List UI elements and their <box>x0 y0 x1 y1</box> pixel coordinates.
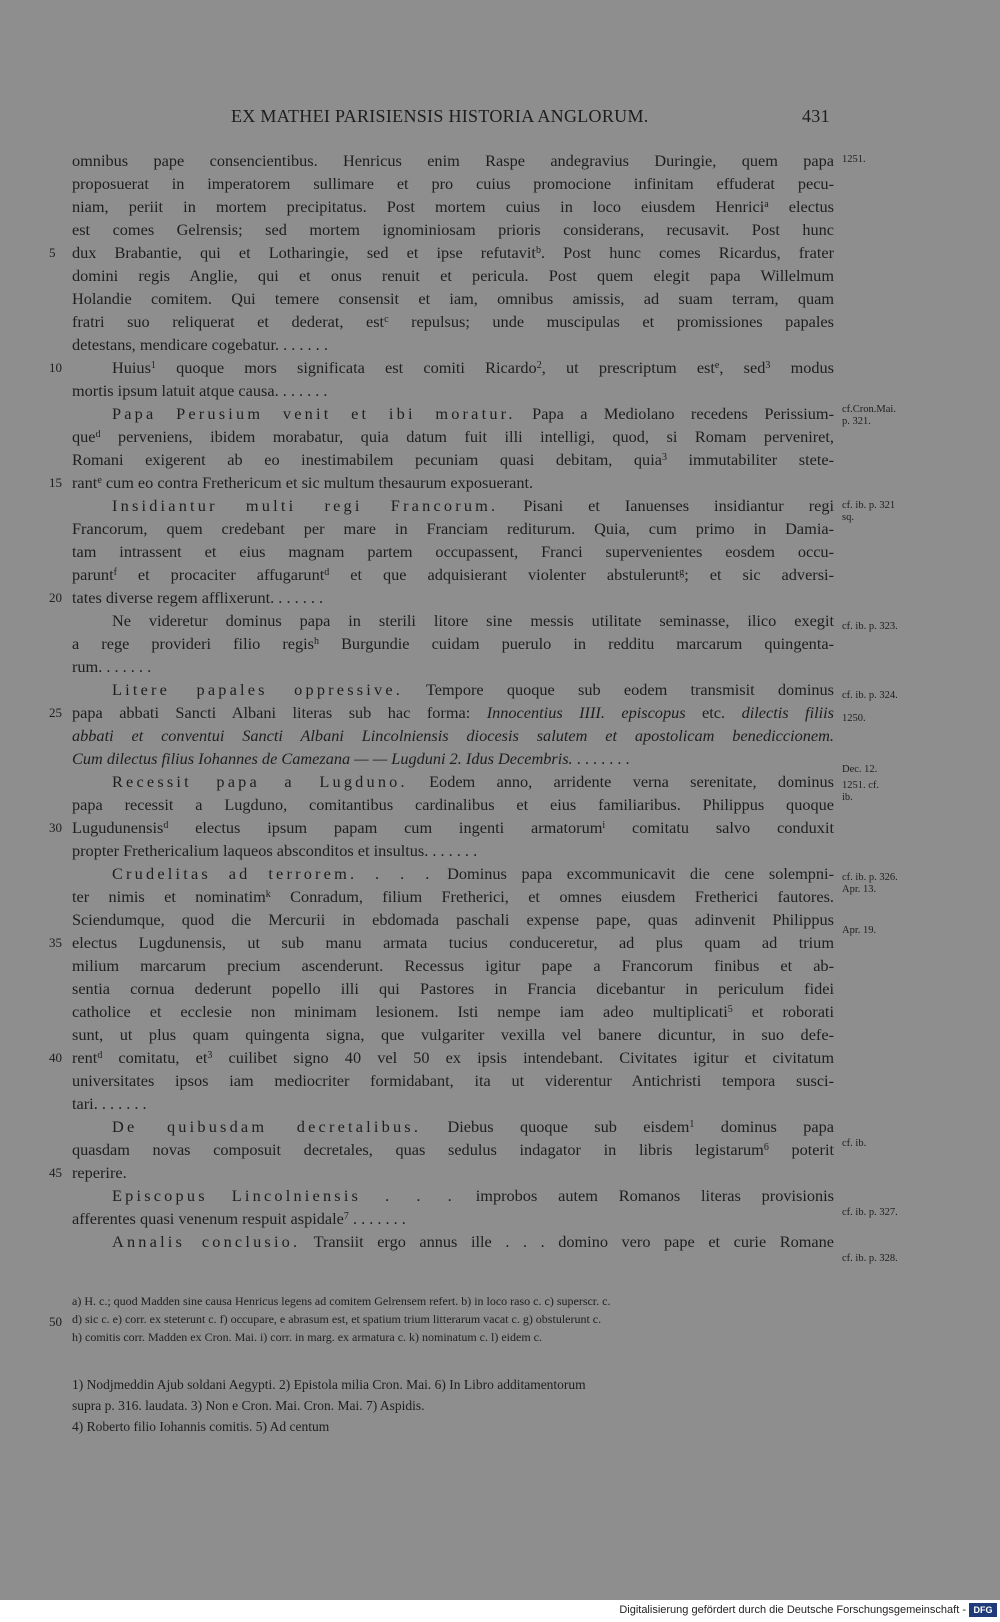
text-line: papa abbati Sancti Albani literas sub hac forma: Innocentius IIII. episcopus etc. dilectis filiis <box>72 703 834 722</box>
note-line: supra p. 316. laudata. 3) Non e Cron. Mai. Cron. Mai. 7) Aspidis. <box>72 1398 425 1413</box>
text-line: rant$^e$ cum eo contra Frethericum et sic multum thesaurum exposuerant. <box>72 473 534 492</box>
text-line: papa recessit a Lugduno, comitantibus cardinalibus et eius familiaribus. Philippus quoque <box>72 795 834 814</box>
text-line: milium marcarum precium ascenderunt. Recessus igitur pape a Francorum finibus et ab- <box>72 956 834 975</box>
line-number: 5 <box>49 245 56 260</box>
text-line: catholice et ecclesie non minimam lesionem. Isti nempe iam adeo multiplicati$^5$ et roborati <box>72 1002 834 1021</box>
text-line: tates diverse regem afflixerunt. . . . . . . <box>72 588 324 607</box>
margin-note: cf. ib. p. 323. <box>842 621 898 632</box>
text-line: que$^d$ perveniens, ibidem morabatur, quia datum fuit illi intelligi, quod, si Romam perveniret, <box>72 427 834 446</box>
running-header: EX MATHEI PARISIENSIS HISTORIA ANGLORUM. <box>231 106 649 126</box>
text-line: domini regis Anglie, qui et onus renuit et pericula. Post quem elegit papa Willelmum <box>72 266 834 285</box>
text-line: dux Brabantie, qui et Lotharingie, sed et ipse refutavit$^b$. Post hunc comes Ricardus, frater <box>72 243 834 262</box>
text-line: Papa Perusium venit et ibi moratur. Papa a Mediolano recedens Perissium- <box>112 404 834 423</box>
text-line: Sciendumque, quod die Mercurii in ebdomada paschali expense pape, quas adinvenit Philippus <box>72 910 834 929</box>
dfg-logo-icon: DFG <box>969 1603 997 1617</box>
text-line: Cum dilectus filius Iohannes de Camezana — — Lugduni 2. Idus Decembris. . . . . . . . <box>72 749 630 768</box>
text-line: niam, periit in mortem precipitatus. Post mortem cuius in loco eiusdem Henrici$^a$ electus <box>72 197 834 216</box>
text-line: De quibusdam decretalibus. Diebus quoque sub eisdem$^1$ dominus papa <box>112 1117 834 1136</box>
line-number: 35 <box>49 935 62 950</box>
margin-note: Dec. 12. <box>842 764 878 775</box>
text-line: detestans, mendicare cogebatur. . . . . . . <box>72 335 328 354</box>
text-line: rum. . . . . . . <box>72 657 152 676</box>
margin-note: cf. ib. <box>842 1138 867 1149</box>
margin-note: cf.Cron.Mai. p. 321. <box>842 404 896 427</box>
margin-note: cf. ib. p. 326. Apr. 13. <box>842 872 898 895</box>
footer-credit: Digitalisierung gefördert durch die Deutsche Forschungsgemeinschaft - <box>619 1604 966 1616</box>
text-line: universitates ipsos iam mediocriter formidabant, ita ut viderentur Antichristi tempora susci- <box>72 1071 834 1090</box>
line-number: 10 <box>49 360 62 375</box>
margin-note: cf. ib. p. 327. <box>842 1207 898 1218</box>
margin-note: Apr. 19. <box>842 925 877 936</box>
note-line: 4) Roberto filio Iohannis comitis. 5) Ad centum <box>72 1419 330 1434</box>
margin-note: 1250. <box>842 713 866 724</box>
section-heading: Recessit papa a Lugduno. <box>112 772 408 791</box>
text-line: Episcopus Lincolniensis . . . improbos autem Romanos literas provisionis <box>112 1186 834 1205</box>
text-line: sunt, ut plus quam quingenta signa, que vulgariter vexilla vel banere dicuntur, in suo defe- <box>72 1025 834 1044</box>
section-heading: Papa Perusium venit et ibi moratur. <box>112 404 516 423</box>
section-heading: Insidiantur multi regi Francorum. <box>112 496 499 515</box>
section-heading: De quibusdam decretalibus. <box>112 1117 422 1136</box>
line-number: 30 <box>49 820 62 835</box>
line-number: 50 <box>49 1314 62 1329</box>
section-heading: Crudelitas ad terrorem. . . . <box>112 864 433 883</box>
footer-bar <box>0 1600 1000 1622</box>
line-number: 15 <box>49 475 62 490</box>
text-line: Annalis conclusio. Transiit ergo annus ille . . . domino vero pape et curie Romane <box>112 1232 834 1251</box>
margin-note: cf. ib. p. 324. <box>842 690 898 701</box>
text-line: fratri suo reliquerat et dederat, est$^c$ repulsus; unde muscipulas et promissiones papales <box>72 312 834 331</box>
apparatus-line: a) H. c.; quod Madden sine causa Henricus legens ad comitem Gelrensem refert. b) in loco raso c. c) superscr. c. <box>72 1294 611 1308</box>
text-line: Insidiantur multi regi Francorum. Pisani et Ianuenses insidiantur regi <box>112 496 834 515</box>
text-line: omnibus pape consencientibus. Henricus enim Raspe andegravius Duringie, quem papa <box>72 151 834 170</box>
text-line: est comes Gelrensis; sed mortem ignominiosam prioris considerans, recusavit. Post hunc <box>72 220 834 239</box>
text-line: Ne videretur dominus papa in sterili litore sine messis utilitate seminasse, ilico exegit <box>112 611 834 630</box>
text-line: quasdam novas composuit decretales, quas sedulus indagator in libris legistarum$^6$ poterit <box>72 1140 834 1159</box>
text-line: tam intrassent et eius magnam partem occupassent, Franci supervenientes eosdem occu- <box>72 542 834 561</box>
margin-note: 1251. cf. ib. <box>842 780 880 803</box>
text-line: reperire. <box>72 1163 127 1182</box>
text-line: afferentes quasi venenum respuit aspidale$^7$ . . . . . . . <box>72 1209 406 1228</box>
line-number: 40 <box>49 1050 62 1065</box>
text-line: abbati et conventui Sancti Albani Lincolniensis diocesis salutem et apostolicam benediccionem. <box>72 726 834 745</box>
margin-note: cf. ib. p. 321 sq. <box>842 500 896 523</box>
page-number: 431 <box>802 106 830 126</box>
text-line: tari. . . . . . . <box>72 1094 147 1113</box>
section-heading: Litere papales oppressive. <box>112 680 404 699</box>
text-line: a rege provideri filio regis$^h$ Burgundie cuidam puerulo in redditu marcarum quingenta- <box>72 634 834 653</box>
line-number: 20 <box>49 590 62 605</box>
text-line: Romani exigerent ab eo inestimabilem pecuniam quasi debitam, quia$^3$ immutabiliter stete- <box>72 450 834 469</box>
text-line: proposuerat in imperatorem sullimare et pro cuius promocione infinitam effuderat pecu- <box>72 174 834 193</box>
text-line: rent$^d$ comitatu, $et^3$ cuilibet signo 40 vel 50 ex ipsis intendebant. Civitates igitur et civitatum <box>72 1048 834 1067</box>
text-line: Holandie comitem. Qui temere consensit et iam, omnibus amissis, ad suam terram, quam <box>72 289 834 308</box>
text-line: sentia cornua dederunt popello illi qui Pastores in Francia dicebantur in periculum fidei <box>72 979 834 998</box>
text-line: ter nimis et nominatim$^k$ Conradum, filium Fretherici, et omnes eiusdem Fretherici fautores. <box>72 887 834 906</box>
text-line: electus Lugdunensis, ut sub manu armata tucius conduceretur, ad plus quam ad trium <box>72 933 834 952</box>
apparatus-line: d) sic c. e) corr. ex steterunt c. f) occupare, e abrasum est, et spatium trium litterarum vacat c. g) obstulerunt c. <box>72 1312 602 1326</box>
text-line: parunt$^f$ et procaciter affugarunt$^d$ et que adquisierant violenter abstulerunt$^g$; et sic adversi- <box>72 565 834 584</box>
text-line: Lugudunensis$^d$ electus ipsum papam cum ingenti armatorum$^i$ comitatu salvo conduxit <box>72 818 834 837</box>
margin-note: 1251. <box>842 154 866 165</box>
line-number: 25 <box>49 705 62 720</box>
section-heading: Episcopus Lincolniensis . . . <box>112 1186 455 1205</box>
text-line: mortis ipsum latuit atque causa. . . . . . . <box>72 381 328 400</box>
text-line: Recessit papa a Lugduno. Eodem anno, arridente verna serenitate, dominus <box>112 772 834 791</box>
section-heading: Annalis conclusio. <box>112 1232 301 1251</box>
note-line: 1) Nodjmeddin Ajub soldani Aegypti. 2) Epistola milia Cron. Mai. 6) In Libro additamentorum <box>72 1377 586 1392</box>
text-line: Huius$^1$ quoque mors significata est comiti Ricardo$^2$, ut prescriptum est$^e$, sed$^3$ modus <box>112 358 834 377</box>
margin-note: cf. ib. p. 328. <box>842 1253 898 1264</box>
text-line: propter Frethericalium laqueos absconditos et insultus. . . . . . . <box>72 841 478 860</box>
text-line: Francorum, quem credebant per mare in Franciam rediturum. Quia, cum primo in Damia- <box>72 519 834 538</box>
apparatus-line: h) comitis corr. Madden ex Cron. Mai. i) corr. in marg. ex armatura c. k) nominatum c. l) eidem c. <box>72 1330 542 1344</box>
text-line: Crudelitas ad terrorem. . . . Dominus papa excommunicavit die cene solempni- <box>112 864 834 883</box>
line-number: 45 <box>49 1165 62 1180</box>
text-line: Litere papales oppressive. Tempore quoque sub eodem transmisit dominus <box>112 680 834 699</box>
